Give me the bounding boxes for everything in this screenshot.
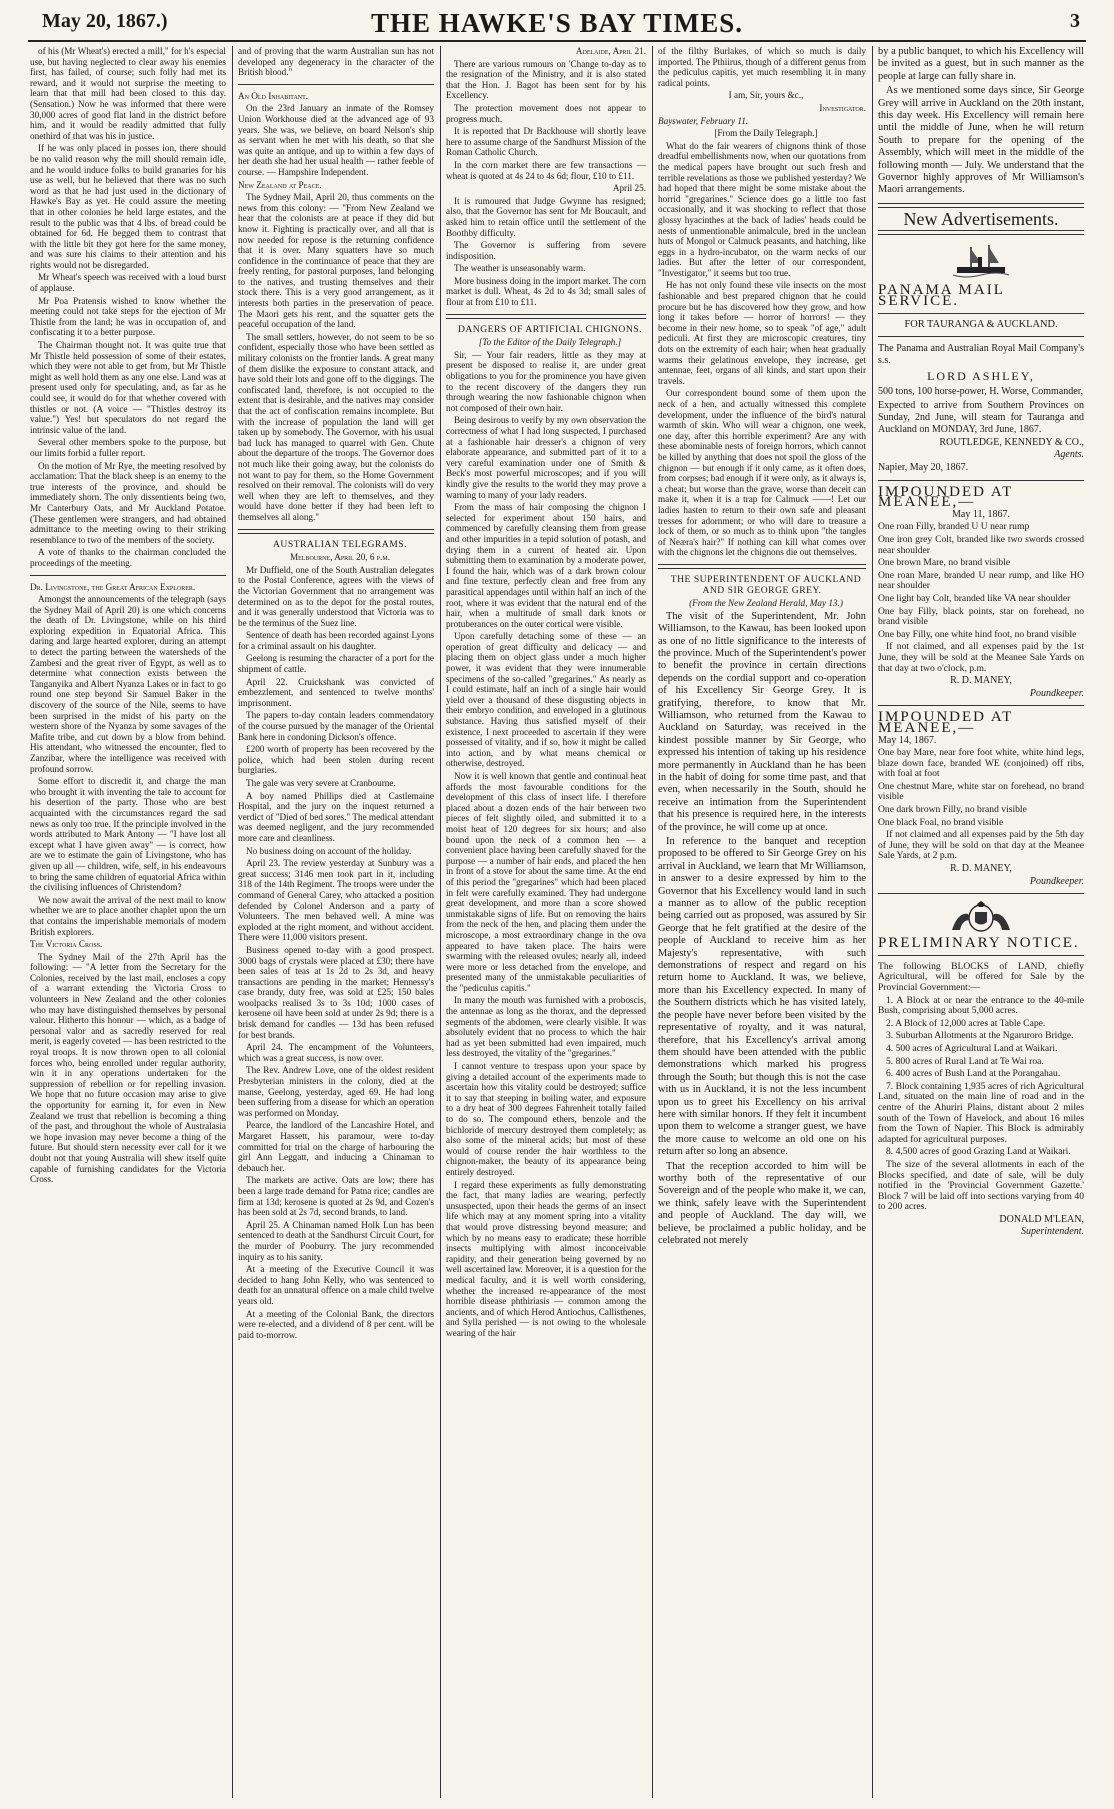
column-rule	[872, 46, 873, 1798]
article-paragraph: As we mentioned some days since, Sir George Grey will arrive in Auckland on the 20th instant, this day week. His Excellency will remain here until the middle of June, when he will return South to prepare for the opening of the Assembly, which will meet in the middle of the following month — July. We understand that the Governor highly approves of Mr Williamson's Maori arrangements.	[878, 85, 1084, 196]
preliminary-role: Superintendent.	[1020, 1226, 1084, 1238]
article-paragraph: On the 23rd January an inmate of the Romsey Union Workhouse died at the advanced age of 93 years. She was, we believe, on board Nelson's ship as servant when he met with his death, so that she was quite an antique, and up to within a few days of her death she had her usual health — rather feeble of course. — Hampshire Independent.	[238, 103, 434, 177]
article-paragraph: £200 worth of property has been recovered by the police, which had been stolen during recent burglaries.	[238, 744, 434, 776]
article-paragraph: Some effort to discredit it, and charge the man who brought it with inventing the tale to account for his desertion of the party. Those who are best acquainted with the circumstances regard the sad news as only too true. If the principle involved in the words attributed to Mark Antony — "I have lost all except what I have given away" — is correct, how are we to estimate the gain of Livingstone, who has given up all — children, wife, self, in his endeavours to bring the same children of equatorial Africa within the civilising influences of Christendom?	[30, 776, 226, 893]
article-paragraph: That the reception accorded to him will be worthy both of the representative of our Sovereign and of the people who make it, we can, we think, safely leave with the Superintendent and people of Auckland. The day will, we believe, be proclaimed a public holiday, and be celebrated not merely	[658, 1160, 866, 1246]
panama-company: The Panama and Australian Royal Mail Company's s.s.	[878, 343, 1084, 367]
article-paragraph: Sir, — Your fair readers, little as they may at present be disposed to realise it, are under great obligations to you for the prominence you have given to the recent discovery of the dangers they run through wearing the now fashionable chignon when not composed of their own hair.	[446, 349, 646, 413]
newspaper-title: THE HAWKE'S BAY TIMES.	[370, 8, 744, 38]
article-paragraph: of his (Mr Wheat's) erected a mill," for h's especial use, but having neglected to clear away his enemies first, has failed, of course; such folly had met its reward, and it would not surprise the meeting to learn that that mill had been closed to this day. (Sensation.) Now he was informed that there were 30,000 acres of good flat land in the district before him, and it would be readily admitted that fully onethird of that was his in justice.	[30, 46, 226, 141]
article-paragraph: The protection movement does not appear to progress much.	[446, 102, 646, 124]
article-paragraph: I cannot venture to trespass upon your space by giving a detailed account of the experiments made to ascertain how this vitality could be destroyed; suffice it to say that steeping in boiling water, and exposure to a dry heat of 300 degrees Fahrenheit totally failed to do so. The compound ethers, benzole and the bichloride of mercury destroyed them completely; as also some of the mineral acids; but most of these would of course render the hair worthless to the chignon-maker, the beauty of its appearance being entirely destroyed.	[446, 1061, 646, 1177]
article-paragraph: It is reported that Dr Backhouse will shortly leave here to assume charge of the Sandhurst Mission of the Roman Catholic Church.	[446, 126, 646, 158]
article-paragraph: More business doing in the import market. The corn market is dull. Wheat, 4s 2d to 4s 3d; small sales of flour at from £10 to £11.	[446, 275, 646, 308]
dateline: April 25.	[612, 183, 646, 194]
article-paragraph: A boy named Phillips died at Castlemaine Hospital, and the jury on the inquest returned a verdict of "Died of bed sores." The medical attendant was deemed negligent, and the jury recommended more care and cleanliness.	[238, 790, 434, 843]
impounded-item: One roan Filly, branded U U near rump	[878, 521, 1030, 533]
section-heading-nz-peace: New Zealand at Peace.	[238, 179, 322, 190]
letter-signature: Investigator.	[819, 102, 866, 113]
divider	[878, 313, 1084, 314]
impounded-2-date: May 14, 1867.	[878, 734, 937, 746]
impounded-notice: If not claimed and all expenses paid by the 5th day of June, they will be sold on that day at the Meanee Sale Yards, at 2 p.m.	[878, 829, 1084, 862]
article-paragraph: and of proving that the warm Australian sun has not developed any degeneracy in the character of the British blood."	[238, 46, 434, 78]
section-heading-old-inhabitant: An Old Inhabitant.	[238, 90, 309, 101]
article-paragraph: The markets are active. Oats are low; there has been a large trade demand for Patna rice; candles are firm at 13d; kerosene is quoted at 2s 9d, and Cozen's has been sold at 2s 7d, second brands, to land.	[238, 1175, 434, 1218]
impounded-sign: R. D. MANEY,	[950, 863, 1012, 875]
letter-signoff: I am, Sir, yours &c.,	[728, 90, 804, 101]
article-paragraph: The papers to-day contain leaders commendatory of the course pursued by the manager of the Oriental Bank here in condoning Dickson's offence.	[238, 710, 434, 742]
column-1	[30, 46, 226, 1798]
section-title-chignons: DANGERS OF ARTIFICIAL CHIGNONS.	[457, 323, 643, 335]
column-5	[878, 46, 1084, 1798]
article-paragraph: It is rumoured that Judge Gwynne has resigned; also, that the Governor has sent for Mr Boucault, and asked him to retain office until the settlement of the Boothby difficulty.	[446, 195, 646, 238]
article-paragraph: Upon carefully detaching some of these — an operation of great difficulty and delicacy — and placing them on object glass under a much higher power, it was evident that they were innumerable specimens of the so-called "gregarines." As nearly as I could estimate, half an inch of a single hair would yield over a thousand of these disgusting objects in their embryo condition, and enveloped in a glutinous substance. Having thus satisfied myself of their existence, I next proceeded to ascertain if they were possessed of vitality, and if so, how it might be called into action, and by what means chemical or otherwise, destroyed.	[446, 631, 646, 769]
dateline: Adelaide, April 21.	[575, 46, 646, 56]
article-paragraph: On the motion of Mr Rye, the meeting resolved by acclamation: That the black sheep is an enemy to the true interests of the province, and should be immediately shorn. The only dissentients being two, Mr Canterbury Oats, and Mr Auckland Potatoe. (These gentlemen were strangers, and had obtained admittance to the meeting owing to their striking resemblance to two of the members of the society.	[30, 460, 226, 545]
article-paragraph: A vote of thanks to the chairman concluded the proceedings of the meeting.	[30, 547, 226, 568]
article-paragraph: Mr Duffield, one of the South Australian delegates to the Postal Conference, agrees with the views of the Victorian Government that no arrangement was determined on as to the depot for the postal routes, and it was generally understood that Victoria was to be the terminus of the Suez line.	[238, 564, 434, 628]
column-rule	[440, 46, 441, 1798]
section-title-telegrams: AUSTRALIAN TELEGRAMS.	[273, 538, 407, 550]
article-paragraph: If he was only placed in posses ion, there should be no valid reason why the mill should remain idle, and he would induce folks to build granaries for his use as well, but he believed that there was no such word as that he had just used in the dictionary of Hawke's Bay as yet. He could assure the meeting that in other colonies he held large estates, and the result to the public was that 4 lbs. of bread could be obtained for 6d. He begged them to contrast that with the little bit they got here for the same money, and was sure his claims to their attention and his rights would not be disregarded.	[30, 143, 226, 270]
impounded-notice: If not claimed, and all expenses paid by the 1st June, they will be sold at the Meanee Sale Yards on that day at two o'clock, p.m.	[878, 641, 1084, 674]
divider	[238, 84, 434, 85]
impounded-item: One bay Mare, near fore foot white, white hind legs, blaze down face, branded WE (conjoined) off ribs, with foal at foot	[878, 747, 1084, 780]
article-paragraph: In reference to the banquet and reception proposed to be offered to Sir George Grey on his arrival in Auckland, we learn that Mr Williamson, in answer to a desire expressed by him to the Governor that his Excellency would land in such a manner as to allow of the public reception being carried out as proposed, was assured by Sir George that he felt gratified at the desire of the people of Auckland to receive him as her Majesty's representative, with such demonstrations of respect and regard on his return home to Auckland. It was, we believe, more than his Excellency expected. In many of the Southern districts which he has visited lately, the people have never before been visited by the representative of royalty, and it was natural, therefore, that his Excellency's arrival among them should have been attended with the public demonstrations which marked his progress through the South; but though this is not the case with us in Auckland, it is not the less incumbent upon us to greet his Excellency on his arrival here with similar honors. If they felt it incumbent upon them to welcome a stranger guest, we have the more cause to welcome an old one on his return after so long an absence.	[658, 836, 866, 1158]
article-paragraph: We now await the arrival of the next mail to know whether we are to place another chaplet upon the urn that contains the imperishable memorials of modern British explorers.	[30, 894, 226, 937]
panama-route: FOR TAURANGA & AUCKLAND.	[904, 318, 1058, 330]
divider	[878, 480, 1084, 481]
section-source: [To the Editor of the Daily Telegraph.]	[478, 337, 622, 348]
panama-agent-role: Agents.	[1054, 449, 1084, 461]
divider	[878, 705, 1084, 706]
impounded-item: One bay Filly, black points, star on forehead, no brand visible	[878, 605, 1084, 628]
article-paragraph: April 25. A Chinaman named Holk Lun has been sentenced to death at the Sandhurst Circuit Court, for the murder of Pooburry. The jury recommended inquiry as to his sanity.	[238, 1219, 434, 1262]
preliminary-title: PRELIMINARY NOTICE.	[878, 935, 1080, 952]
impounded-item: One iron grey Colt, branded like two swords crossed near shoulder	[878, 534, 1084, 556]
section-heading-victoria-cross: The Victoria Cross.	[30, 939, 103, 950]
panama-body: Expected to arrive from Southern Provinces on Sunday, 2nd June, will steam for Tauranga and Auckland on MONDAY, 3rd June, 1867.	[878, 399, 1084, 435]
preliminary-item: 7. Block containing 1,935 acres of rich Agricultural Land, situated on the main line of road and in the centre of the Ahuriri Plains, distant about 2 miles south of the Town of Havelock, and about 16 miles from the Town of Napier. This Block is admirably adapted for agricultural purposes.	[878, 1080, 1084, 1145]
article-paragraph: by a public banquet, to which his Excellency will be invited as a guest, but in such manner as the people at large can fully share in.	[878, 46, 1084, 82]
divider	[238, 529, 434, 534]
steamship-icon	[951, 241, 1011, 281]
impounded-2-title: IMPOUNDED AT MEANEE,—	[878, 709, 1013, 736]
panama-agent: ROUTLEDGE, KENNEDY & CO.,	[939, 436, 1084, 448]
impounded-item: One brown Mare, no brand visible	[878, 557, 1011, 569]
article-paragraph: Sentence of death has been recorded against Lyons for a criminal assault on his daughter.	[238, 630, 434, 651]
impounded-1-title: IMPOUNDED AT MEANEE,—	[878, 483, 1013, 511]
impounded-item: One chestnut Mare, white star on forehead, no brand visible	[878, 780, 1084, 803]
article-paragraph: Mr Wheat's speech was received with a loud burst of applause.	[30, 272, 226, 294]
divider	[30, 575, 226, 576]
divider	[878, 893, 1084, 894]
article-paragraph: The gale was very severe at Cranbourne.	[246, 778, 396, 788]
article-paragraph: The Rev. Andrew Love, one of the oldest resident Presbyterian ministers in the colony, died at the manse, Geelong, yesterday, aged 69. He had long been suffering from a disease for which an operation was performed on Monday.	[238, 1065, 434, 1118]
article-paragraph: The visit of the Superintendent, Mr. John Williamson, to the Kawau, has been looked upon as one of no little significance to the interests of the province. Much of the Superintendent's power to benefit the province in certain directions depends on the cordial support and co-operation of his Excellency Sir George Grey. It is gratifying, therefore, to know that Mr. Williamson, who returned from the Kawau to Auckland on Saturday, was received in the kindest possible manner by Sir George, who expressed his intention of taking up his residence more permanently in Auckland than he has been in the habit of doing for some time past, and that even, when necessarily in the South, should he receive an intimation from the Superintendent that his presence is required here, in the interests of the province, he will come up at once.	[658, 610, 866, 833]
article-paragraph: Business opened to-day with a good prospect. 3000 bags of crystals were placed at £30; there have been sales of teas at 1s 2d to 2s 3d, and heavy transactions are pending in the market; Hennessy's case brandy, duty free, was sold at £25; 150 bales woolpacks realised 3s to 3s 10d; 1000 cases of kerosene oil have been sold at under 2s 9d; there is a brisk demand for candles — 13d has been refused for best brands.	[238, 944, 434, 1040]
article-paragraph: Our correspondent bound some of them upon the neck of a hen, and actually witnessed this complete development, under the influence of the bird's natural warmth of skin. Who will wear a chignon, one week, one day, after this horrible experiment? Are any with these abominable nests of foreign horrors, which cannot be killed by anything that does not spoil the gloss of the chignon — but enough if it only came, as it often does, from corpses; bad enough if it were only, as it always is, a cheat; but worse than the grave, worse than deceit can make it, when it is a trap for Calmuck ——! Let our ladies hasten to return to their own safe and pleasant tresses for adornment; or who will dare to treasure a lock of them, or so much as to think upon "the tangles of Neæra's hair?" If nothing can kill what comes over with the chignons let the chignons die out themselves.	[658, 388, 866, 558]
impounded-1-date: May 11, 1867.	[952, 508, 1010, 520]
article-paragraph: The weather is unseasonably warm.	[454, 263, 586, 274]
impounded-sign: R. D. MANEY,	[950, 675, 1012, 687]
preliminary-item: 4. 500 acres of Agricultural Land at Waikari.	[886, 1042, 1058, 1054]
section-heading-livingstone: Dr. Livingstone, the Great African Explorer.	[30, 581, 196, 592]
article-paragraph: April 22. Cruickshank was convicted of embezzlement, and sentenced to twelve months' imprisonment.	[238, 676, 434, 708]
impounded-item: One light bay Colt, branded like VA near shoulder	[878, 592, 1071, 604]
article-paragraph: Amongst the announcements of the telegraph (says the Sydney Mail of April 20) is one which concerns the death of Dr. Livingstone, while on his third exploring expedition in Equatorial Africa. This daring and large hearted explorer, during an attempt to detect the parting between the watersheds of the Zambesi and the great river of Egypt, as well as to determine what connection exists between the Tanganyika and Albert Nyanza Lakes or in fact to go round one step beyond Sir Samuel Baker in the discovery of the source of the Nile, seems to have been surprised in the midst of his party on the western shore of the Nyanza by some savages of the Mafite tribe, and cut down by a blow from behind. His attendant, who witnessed the encounter, fled to Zanzibar, where the intelligence was received with profound sorrow.	[30, 594, 226, 774]
masthead-date: May 20, 1867.)	[42, 10, 168, 32]
new-advertisements-heading: New Advertisements.	[903, 208, 1059, 229]
column-4	[658, 46, 866, 1798]
preliminary-item: 1. A Block at or near the entrance to the 40-mile Bush, comprising about 5,000 acres.	[878, 994, 1084, 1017]
divider	[878, 230, 1084, 235]
article-paragraph: At a meeting of the Executive Council it was decided to hang John Kelly, who was sentenced to death for an unnatural offence on a male child twelve years old.	[238, 1264, 434, 1306]
letter-place: Bayswater, February 11.	[658, 115, 749, 126]
preliminary-item: 2. A Block of 12,000 acres at Table Cape.	[886, 1017, 1046, 1029]
divider	[878, 955, 1084, 956]
section-source: [From the Daily Telegraph.]	[714, 128, 818, 139]
column-rule	[652, 46, 653, 1798]
panama-place-date: Napier, May 20, 1867.	[878, 462, 969, 474]
preliminary-footer: The size of the several allotments in each of the Blocks specified, and date of sale, will be duly notified in the 'Provincial Government Gazette.' Block 7 will be laid off into sections varying from 40 to 200 acres.	[878, 1158, 1084, 1213]
column-3	[446, 46, 646, 1798]
preliminary-item: 5. 800 acres of Rural Land at Te Wai roa.	[886, 1055, 1044, 1067]
article-paragraph: At a meeting of the Colonial Bank, the directors were re-elected, and a dividend of 8 per cent. will be paid to-morrow.	[238, 1308, 434, 1340]
dateline: Melbourne, April 20, 6 p.m.	[289, 552, 391, 563]
divider	[446, 314, 646, 319]
article-paragraph: Mr Poa Pratensis wished to know whether the meeting could not take steps for the ejection of Mr Thistle from the land; he was in occupation of, and confiscating it to a better purpose.	[30, 295, 226, 338]
divider	[878, 336, 1084, 337]
royal-arms-icon	[946, 900, 1016, 934]
panama-ship: LORD ASHLEY,	[927, 369, 1035, 384]
impounded-role: Poundkeeper.	[1029, 875, 1084, 887]
article-paragraph: The small settlers, however, do not seem to be so confident, especially those who have been settled as military colonists on the frontier lands. A great many of them dislike the exposure to constant attack, and have sold their lots and gone off to the diggings. The confiscated land, therefore, is not occupied to the extent that is desirable, and the natives may consider that the act of confiscation remains incomplete. But with the increase of population the land will get taken up by somebody. The Governor, with his usual bad luck has managed to quarrel with Gen. Chute about the departure of the troops. The Governor does not much like their going away, but the colonists do not want to pay for them, so the Home Government resolved on their removal. The colonists will do very well when they are left to themselves, and they would have done better if they had been left to themselves all along."	[238, 331, 434, 522]
article-paragraph: of the filthy Burlakes, of which so much is daily imported. The Pthiirus, though of a different genus from the pediculus capitis, yet much resembling it in many radical points.	[658, 46, 866, 88]
article-paragraph: Now it is well known that gentle and continual heat affords the most favourable conditions for the development of this class of insect life. I therefore placed about a dozen ends of the hair between two pieces of felt slightly oiled, and submitted it to a moist heat of 120 degrees for six hours; and also bound upon the neck of a common hen — a convenient place having been carefully shaved for the purpose — a number of hair ends, and placed the hen in front of a stove for about the same time. At the end of this period the "gregarines" which had been placed in felt were carefully examined. They had undergone great development, and more than a score showed unmistakable signs of life. But on removing the hairs from the neck of the hen, and placing them under the microscope, a most extraordinary change in the ova appeared to have taken place. The hairs were swarming with the released ovules; nearly all, indeed were more or less detached from the envelope, and presented many of the unmistakable peculiarities of the "pediculus capitis."	[446, 771, 646, 993]
article-paragraph: Geelong is resuming the character of a port for the shipment of cattle.	[238, 653, 434, 675]
article-paragraph: The Sydney Mail, April 20, thus comments on the news from this colony: — "From New Zealand we hear that the colonists are at peace if they did but know it. Fighting is practically over, and all that is now needed for repose is the returning confidence that it is over. Many squatters have so much confidence in the continuance of peace that they are freely renting, for pastoral purposes, land belonging to the natives, and trusting themselves and their stock there. This is a very good arrangement, as it interests both parties in the preservation of peace. The Maori gets his rent, and the squatter gets the peaceful occupation of the land.	[238, 192, 434, 330]
article-paragraph: What do the fair wearers of chignons think of those dreadful embellishments now, when our quotations from the medical papers have brought out such fresh and terrible revelations as those we published yesterday? We had hoped that there might be some mistake about the horrid "gregarines." Science does go a little too fast occasionally, and it was shocking to reflect that those glossy hyacinthes at the back of ladies' heads could be nests of unmentionable animalcule, bred in the unclean huts of Mongol or Calmuck peasants, and hatching, like eggs in a hydro-incubator, on the warm necks of our ladies. But after the letter of our correspondent, "Investigator," it seems but too true.	[658, 140, 866, 278]
panama-spec: 500 tons, 100 horse-power, H. Worse, Commander,	[878, 385, 1084, 397]
article-paragraph: There are various rumours on 'Change to-day as to the resignation of the Ministry, and it is also stated that the Hon. J. Bagot has been sent for by his Excellency.	[446, 58, 646, 101]
preliminary-item: 6. 400 acres of Bush Land at the Porangahau.	[886, 1068, 1061, 1080]
impounded-item: One roan Mare, branded U near rump, and like HO near shoulder	[878, 569, 1084, 592]
impounded-item: One black Foal, no brand visible	[878, 816, 1004, 828]
impounded-item: One dark brown Filly, no brand visible	[878, 804, 1027, 816]
divider	[658, 564, 866, 569]
masthead	[28, 6, 1086, 42]
panama-title: PANAMA MAIL SERVICE.	[878, 282, 1005, 310]
article-paragraph: Several other members spoke to the purpose, but our limits forbid a fuller report.	[30, 437, 226, 458]
article-paragraph: Being desirous to verify by my own observation the correctness of what I had long suspected, I purchased at a fashionable hair dresser's a chignon of very elaborate appearance, and submitted part of it to a very careful examination under one of Smith & Beck's most powerful microscopes; and if you will kindly give the results to the world they may prove a warning to many of your lady readers.	[446, 415, 646, 500]
article-paragraph: I regard these experiments as fully demonstrating the fact, that many ladies are wearing, perfectly unsuspected, upon their heads the germs of an insect life which may at any moment spring into a vitality that would prove distressing beyond measure; and which by no means easy to eradicate; these horrible insects multiplying with almost inconceivable rapidity, and their generation being governed by no well ascertained law. Moreover, it is a question for the medical faculty, and it is well worth considering, whether the increased re-appearance of the most horrible disease phthiriasis — common among the ancients, and of which Herod Antiochus, Callisthenes, and Sylla perished — is not owing to the wholesale wearing of the hair	[446, 1179, 646, 1338]
article-paragraph: April 24. The encampment of the Volunteers, which was a great success, is now over.	[238, 1042, 434, 1063]
preliminary-sign: DONALD M'LEAN,	[999, 1213, 1084, 1225]
article-paragraph: The Governor is suffering from severe indisposition.	[446, 240, 646, 261]
article-paragraph: April 23. The review yesterday at Sunbury was a great success; 3146 men took part in it, including 318 of the 14th Regiment. The troops were under the command of General Carey, who attacked a position defended by Colonel Anderson and a party of Volunteers. The men behaved well. A mine was exploded at the right moment, and without accident. There were 11,000 visitors present.	[238, 858, 434, 943]
column-rule	[232, 46, 233, 1798]
article-paragraph: The Chairman thought not. It was quite true that Mr Thistle held possession of some of their estates, which they were not able to get from, but Mr Thistle might as well hold them as any one else. Land was at present used only for speculating, and, as far as he could see, it would do for that whether covered with thistles or not. (A voice — "Thistles destroy its value.") Yes! but speculators do not regard the intrinsic value of the land.	[30, 340, 226, 435]
article-paragraph: The Sydney Mail of the 27th April has the following: — "A letter from the Secretary for the Colonies, received by the last mail, encloses a copy of a warrant extending the Victoria Cross to volunteers in New Zealand and the other colonies who may have distinguished themselves by personal valour. Hitherto this honour — which, as a badge of personal valor and as sacredly reserved for real merit, is eagerly coveted — has been restricted to the royal troops. It is now thrown open to all colonial forces who, being enrolled under regular authority, win it in any operations undertaken for the suppression of rebellion or for repelling invasion. We hope that no future occasion may arise to give the opportunity for earning it, for even in New Zealand we trust that rebellion is becoming a thing of the past, and throughout the whole of Australasia we hope invasion may never become a thing of the future. But should stern necessity ever call for it we doubt not that young Australia will shew itself quite capable of furnishing candidates for the Victoria Cross.	[30, 951, 226, 1185]
article-paragraph: No business doing on account of the holiday.	[246, 845, 412, 856]
article-paragraph: In the corn market there are few transactions — wheat is quoted at 4s 24 to 4s 6d; flour, £10 to £11.	[446, 159, 646, 181]
impounded-item: One bay Filly, one white hind foot, no brand visible	[878, 628, 1077, 640]
article-paragraph: From the mass of hair composing the chignon I selected for experiment about 150 hairs, and commenced by carefully cleansing them from grease and other impurities in a tepid solution of potash, and drying them in a current of heated air. Upon submitting them to examination by a moderate power, I found the hair, which was of a dark brown colour and fine texture, perfectly clean and free from any parasitical appendages until within half an inch of the root, where it was evident that the natural end of the hair, when a multitude of small dark knots or protuberances on the outer cortical were visible.	[446, 502, 646, 629]
column-2	[238, 46, 434, 1798]
article-paragraph: In many the mouth was furnished with a proboscis, the antennae as long as the thorax, and the depressed segments of the abdomen, were clearly visible. It was absolutely evident that no process to which the hair had as yet been submitted had even impaired, much less destroyed, the vitality of the "gregarines."	[446, 995, 646, 1059]
preliminary-intro: The following BLOCKS of LAND, chiefly Agricultural, will be offered for Sale by the Provincial Government:—	[878, 960, 1084, 993]
section-source: (From the New Zealand Herald, May 13.)	[689, 598, 843, 609]
article-paragraph: He has not only found these vile insects on the most fashionable and best prepared chignon that he could procure but he has discovered how they grow, and how long it takes before — horror of horrors! — they become in their new home, so to speak "of age," adult pediculi. At first they are microscopic creatures, tiny dots on the extremity of each hair; when heat gradually warms their gelatinous envelope, they increase, get antennae, feet, organs of all kinds, and start upon their travels.	[658, 280, 866, 386]
preliminary-item: 8. 4,500 acres of good Grazing Land at Waikari.	[886, 1146, 1071, 1158]
divider	[878, 203, 1084, 208]
section-title-superintendent: THE SUPERINTENDENT OF AUCKLAND AND SIR GEORGE GREY.	[670, 573, 862, 596]
article-paragraph: Pearce, the landlord of the Lancashire Hotel, and Margaret Hassett, his paramour, were to-day committed for trial on the charge of harbouring the girl Ann Leggatt, and inducing a Chinaman to debauch her.	[238, 1120, 434, 1173]
impounded-role: Poundkeeper.	[1029, 687, 1084, 699]
preliminary-item: 3. Suburban Allotments at the Ngaruroro Bridge.	[886, 1030, 1074, 1042]
page-number: 3	[1070, 10, 1080, 32]
